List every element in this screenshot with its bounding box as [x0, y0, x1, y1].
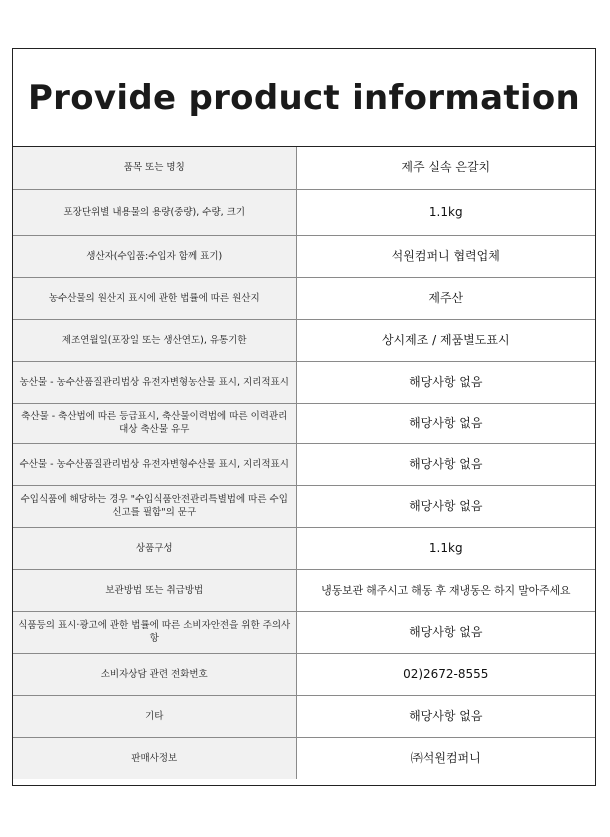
row-value-agricultural: 해당사항 없음	[296, 361, 595, 403]
row-value-product-name: 제주 실속 은갈치	[296, 147, 595, 189]
table-row	[13, 189, 595, 235]
table-row	[13, 653, 595, 695]
row-label-producer: 생산자(수입품:수입자 함께 표기)	[13, 235, 296, 277]
table-row	[13, 235, 595, 277]
row-value-capacity: 1.1kg	[296, 189, 595, 235]
row-value-storage: 냉동보관 해주시고 해동 후 재냉동은 하지 말아주세요	[296, 569, 595, 611]
row-label-phone: 소비자상담 관련 전화번호	[13, 653, 296, 695]
row-label-manufacture-date: 제조연월일(포장일 또는 생산연도), 유통기한	[13, 319, 296, 361]
table-row	[13, 695, 595, 737]
row-label-etc: 기타	[13, 695, 296, 737]
row-value-livestock: 해당사항 없음	[296, 403, 595, 443]
row-label-product-name: 품목 또는 명칭	[13, 147, 296, 189]
table-row	[13, 361, 595, 403]
table-row	[13, 319, 595, 361]
row-value-marine: 해당사항 없음	[296, 443, 595, 485]
row-value-etc: 해당사항 없음	[296, 695, 595, 737]
row-value-composition: 1.1kg	[296, 527, 595, 569]
table-row	[13, 443, 595, 485]
table-row	[13, 485, 595, 527]
product-info-sheet	[12, 48, 596, 786]
row-value-safety: 해당사항 없음	[296, 611, 595, 653]
row-label-agricultural: 농산물 - 농수산품질관리법상 유전자변형농산물 표시, 지리적표시	[13, 361, 296, 403]
row-value-imported: 해당사항 없음	[296, 485, 595, 527]
row-value-origin: 제주산	[296, 277, 595, 319]
table-row	[13, 569, 595, 611]
table-row	[13, 403, 595, 443]
table-row	[13, 527, 595, 569]
row-label-livestock: 축산물 - 축산법에 따른 등급표시, 축산물이력법에 따른 이력관리대상 축산물 유무	[13, 403, 296, 443]
row-value-seller: ㈜석원컴퍼니	[296, 737, 595, 779]
row-value-producer: 석원컴퍼니 협력업체	[296, 235, 595, 277]
row-value-phone: 02)2672-8555	[296, 653, 595, 695]
row-label-origin: 농수산물의 원산지 표시에 관한 법률에 따른 원산지	[13, 277, 296, 319]
row-label-imported: 수입식품에 해당하는 경우 "수입식품안전관리특별법에 따른 수입신고를 필함"의 문구	[13, 485, 296, 527]
table-row	[13, 611, 595, 653]
page-title: Provide product information	[13, 49, 595, 147]
table-row	[13, 737, 595, 779]
table-row	[13, 147, 595, 189]
row-value-manufacture-date: 상시제조 / 제품별도표시	[296, 319, 595, 361]
row-label-marine: 수산물 - 농수산품질관리법상 유전자변형수산물 표시, 지리적표시	[13, 443, 296, 485]
row-label-seller: 판매사정보	[13, 737, 296, 779]
row-label-storage: 보관방법 또는 취급방법	[13, 569, 296, 611]
row-label-safety: 식품등의 표시·광고에 관한 법률에 따른 소비자안전을 위한 주의사항	[13, 611, 296, 653]
product-info-table	[13, 147, 595, 779]
table-row	[13, 277, 595, 319]
row-label-capacity: 포장단위별 내용물의 용량(중량), 수량, 크기	[13, 189, 296, 235]
row-label-composition: 상품구성	[13, 527, 296, 569]
